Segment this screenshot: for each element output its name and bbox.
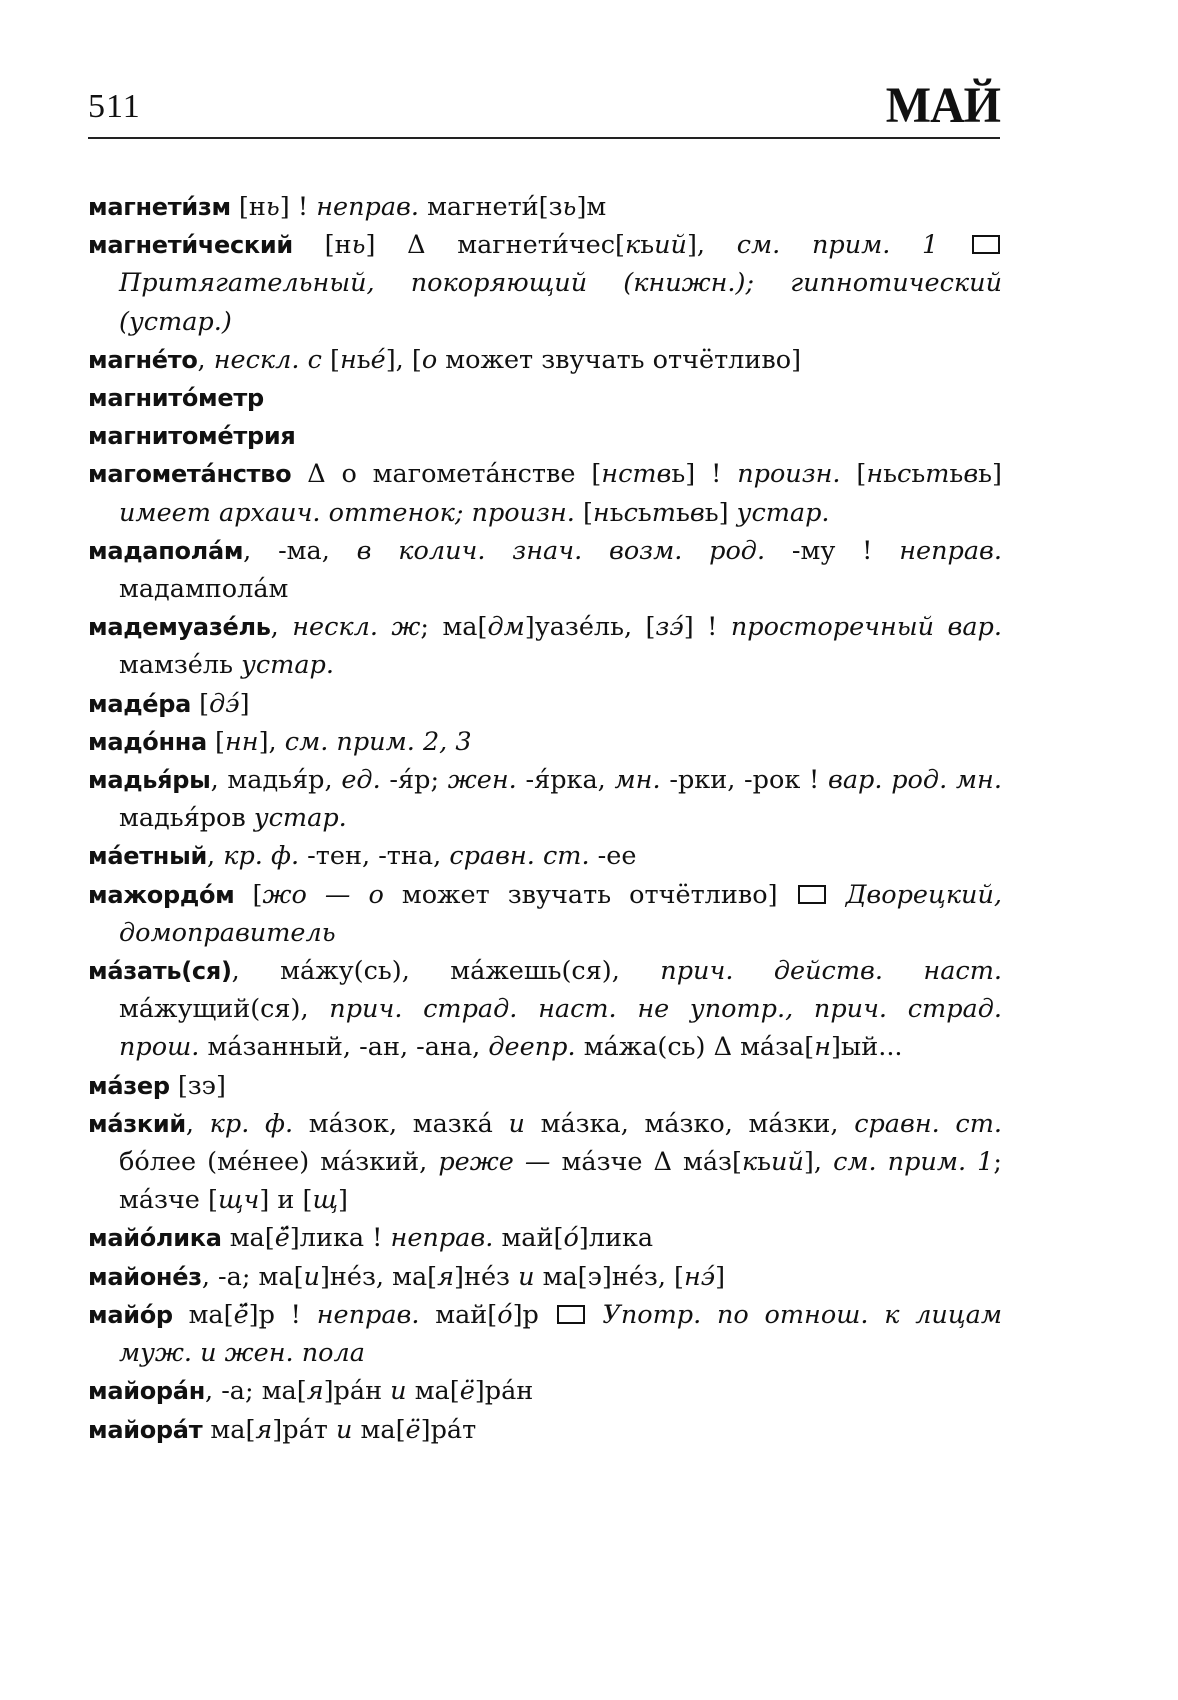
dictionary-entry: [88, 226, 1002, 341]
entry-text: ] Δ магнети́чес[: [365, 230, 625, 261]
entry-annotation: нн: [225, 726, 259, 757]
entry-text: ма́жа(сь) Δ ма́за[: [575, 1032, 815, 1063]
entry-text: , мадья́р,: [210, 765, 342, 796]
entry-annotation: кр. ф.: [223, 841, 300, 872]
entry-annotation: в колич. знач. возм. род.: [356, 535, 766, 566]
entry-annotation: имеет архаич. оттенок; произн.: [119, 497, 575, 528]
entry-headword: майо́р: [88, 1300, 173, 1329]
dictionary-entry: [88, 1258, 1002, 1296]
entry-text: , -а; ма[: [201, 1261, 304, 1292]
entry-text: -тен, -тна,: [299, 841, 450, 872]
entry-annotation: кр. ф.: [209, 1108, 294, 1139]
entry-headword: магне́то: [88, 345, 198, 374]
entry-headword: мажордо́м: [88, 880, 235, 909]
entry-text: [: [191, 688, 210, 719]
entry-annotation: дэ́: [209, 688, 240, 719]
entry-annotation: неправ.: [316, 192, 419, 222]
entry-annotation: и: [508, 1108, 525, 1139]
entry-annotation: ё: [405, 1414, 421, 1445]
entry-annotation: нескл. ж: [292, 612, 421, 643]
entry-text: ма[: [221, 1223, 275, 1254]
entry-text: ; ма́зче [: [119, 1147, 1003, 1216]
entry-text: май[: [493, 1223, 564, 1254]
entry-text: ма[: [406, 1376, 460, 1407]
entry-annotation: неправ.: [390, 1223, 494, 1254]
entry-annotation: н: [339, 344, 357, 375]
entry-annotation: нэ́: [684, 1261, 716, 1292]
entry-text: [: [321, 344, 340, 375]
dictionary-entry: [88, 608, 1002, 684]
entry-annotation: зэ́: [655, 612, 684, 643]
definition-box-icon: [972, 235, 1000, 254]
entry-annotation: в: [963, 459, 979, 490]
entry-text: ма́зче Δ ма́з[: [550, 1147, 742, 1178]
entry-text: ]ра́н: [323, 1376, 391, 1407]
entry-text: -рки, -рок !: [660, 765, 829, 796]
entry-text: [: [234, 879, 263, 910]
entry-annotation: сравн. ст.: [449, 841, 590, 872]
entry-annotation: о: [421, 344, 438, 375]
entry-text: ],: [258, 726, 285, 757]
entry-annotation: и: [303, 1261, 320, 1292]
dictionary-entry: [88, 379, 1002, 417]
entry-headword: майоне́з: [88, 1262, 202, 1291]
dictionary-entry: [88, 1372, 1002, 1410]
entry-text: [н: [292, 230, 352, 261]
entry-text: май[: [419, 1299, 498, 1330]
entry-annotation: с: [897, 459, 912, 490]
entry-text: ь: [640, 230, 655, 261]
entry-text: ма[: [202, 1414, 256, 1445]
entry-text: ],: [803, 1147, 834, 1178]
entry-annotation: т: [651, 497, 676, 528]
entry-text: ма́зка, ма́зко, ма́зки,: [524, 1108, 855, 1139]
entry-text: магнети́[з: [418, 192, 563, 222]
dictionary-entry: [88, 761, 1002, 837]
entry-annotation: см. прим. 1: [736, 230, 939, 261]
dictionary-entry: [88, 341, 1002, 379]
entry-headword: мадапола́м: [88, 536, 244, 565]
dictionary-entry: [88, 723, 1002, 761]
entry-text: бо́лее (ме́нее) ма́зкий,: [119, 1147, 439, 1178]
entry-annotation: нств: [601, 459, 672, 490]
entry-annotation: я: [437, 1261, 455, 1292]
entry-annotation: ь: [351, 230, 366, 261]
entry-annotation: неправ.: [899, 535, 1002, 566]
entry-text: -я́р;: [380, 765, 448, 796]
entry-headword: магнитоме́трия: [88, 422, 296, 451]
entry-text: Δ о магомета́нстве [: [291, 459, 602, 490]
entry-annotation: см. прим. 2, 3: [284, 726, 472, 757]
entry-text: ь: [356, 344, 371, 375]
entry-headword: майо́лика: [88, 1224, 222, 1253]
entry-annotation: к: [625, 230, 641, 261]
entry-text: [н: [230, 192, 266, 222]
dictionary-entry: [88, 1219, 1002, 1257]
entry-annotation: н: [592, 497, 610, 528]
entry-annotation: я: [255, 1414, 273, 1445]
entry-text: ма́жущий(ся),: [119, 994, 330, 1025]
entry-text: [938, 230, 970, 260]
entry-text: ]ра́т: [272, 1414, 336, 1445]
entry-headword: магнито́метр: [88, 384, 264, 413]
dictionary-entry: [88, 1105, 1002, 1220]
entry-text: [: [840, 459, 867, 490]
entry-headword: магомета́нство: [88, 460, 292, 489]
entry-annotation: Употр. по отнош. к лицам муж. и жен. пола: [119, 1299, 1002, 1369]
entry-headword: мадемуазе́ль: [88, 613, 271, 642]
entry-annotation: ий: [771, 1147, 804, 1178]
entry-annotation: неправ.: [316, 1299, 420, 1330]
entry-text: ]: [337, 1185, 348, 1216]
entry-text: ]р: [512, 1299, 555, 1330]
entry-text: ]р !: [248, 1299, 317, 1330]
dictionary-entry: [88, 837, 1002, 875]
entry-text: ма́зок, мазка́: [293, 1108, 509, 1139]
page-number: 511: [88, 88, 141, 125]
entry-text: , -ма,: [243, 535, 357, 566]
entry-text: ,: [207, 841, 224, 872]
page-header: [88, 78, 1000, 136]
entry-text: ,: [197, 344, 214, 375]
entry-text: -му !: [765, 535, 900, 566]
entry-annotation: ий: [654, 230, 687, 261]
dictionary-entry: [88, 952, 1002, 1067]
entry-text: ма[: [172, 1299, 234, 1330]
entry-text: ь: [911, 459, 926, 490]
entry-text: ]не́з, ма[: [319, 1261, 438, 1292]
definition-box-icon: [557, 1305, 585, 1324]
dictionary-entry: [88, 188, 1002, 226]
entry-text: ь]: [704, 497, 737, 528]
entry-annotation: устар.: [241, 650, 334, 681]
entry-text: ь: [757, 1147, 772, 1178]
entry-annotation: прич. действ. наст.: [660, 956, 1002, 987]
entry-annotation: сравн. ст.: [854, 1108, 1002, 1139]
entry-text: [828, 880, 846, 910]
entry-text: ,: [185, 1108, 210, 1139]
entry-text: ], [: [385, 344, 422, 375]
entry-text: [: [206, 726, 226, 757]
entry-text: ]ра́т: [420, 1414, 477, 1445]
entry-headword: магнети́ческий: [88, 231, 293, 260]
entry-text: ма[э]не́з, [: [534, 1261, 684, 1292]
entry-annotation: см. прим. 1: [833, 1147, 994, 1178]
entry-text: ]не́з: [454, 1261, 519, 1292]
entry-annotation: ё: [459, 1376, 475, 1407]
entry-headword: ма́зать(ся): [88, 957, 232, 986]
entry-text: -ее: [589, 841, 637, 872]
entry-annotation: мн.: [614, 765, 661, 796]
dictionary-entry: [88, 417, 1002, 455]
entry-annotation: н: [866, 459, 884, 490]
entry-annotation: и: [390, 1376, 407, 1407]
entry-annotation: устар.: [736, 497, 830, 528]
entry-annotation: о́: [497, 1299, 513, 1330]
entry-text: ; ма[: [420, 612, 488, 643]
entry-annotation: Притягательный, покоряющий (книжн.); гипнотический (устар.): [119, 268, 1002, 337]
dictionary-entry: [88, 455, 1002, 531]
entry-annotation: устар.: [253, 803, 347, 834]
entry-text: ]: [239, 688, 250, 719]
entry-annotation: ё́: [274, 1223, 290, 1254]
entry-annotation: дм: [487, 612, 525, 643]
entry-text: ]лика: [578, 1223, 654, 1254]
entry-headword: ма́зер: [88, 1071, 170, 1100]
entry-annotation: нескл. с: [213, 344, 322, 375]
entry-text: ]лика !: [289, 1223, 391, 1254]
entry-annotation: н: [814, 1032, 831, 1063]
entry-headword: магнети́зм: [88, 193, 231, 221]
entry-text: мамзе́ль: [119, 650, 242, 681]
entry-annotation: щч: [217, 1185, 260, 1216]
dictionary-entry: [88, 685, 1002, 723]
entry-text: -я́рка,: [516, 765, 615, 796]
entry-text: , ма́жу(сь), ма́жешь(ся),: [231, 956, 661, 987]
running-head: МАЙ: [885, 77, 1000, 134]
entry-annotation: жен.: [447, 765, 517, 796]
entry-annotation: в: [689, 497, 705, 528]
dictionary-entry: [88, 1067, 1002, 1105]
entry-annotation: ё́: [233, 1299, 249, 1330]
entry-annotation: прич. страд. наст. не употр., прич. страд. прош.: [119, 994, 1002, 1063]
entry-headword: ма́етный: [88, 842, 208, 871]
entry-annotation: я: [306, 1376, 324, 1407]
entry-text: мадампола́м: [119, 574, 289, 605]
entry-text: ь: [675, 497, 690, 528]
dictionary-entries: [88, 188, 1002, 1449]
entry-headword: мадья́ры: [88, 766, 211, 795]
entry-text: ь]: [978, 459, 1002, 490]
entry-text: ,: [270, 612, 293, 643]
dictionary-entry: [88, 1411, 1002, 1449]
entry-annotation: деепр.: [488, 1032, 576, 1063]
entry-annotation: и: [518, 1261, 535, 1292]
entry-headword: ма́зкий: [88, 1109, 186, 1138]
entry-text: ма́занный, -ан, -ана,: [199, 1032, 489, 1063]
entry-text: ь: [609, 497, 624, 528]
entry-text: , -а; ма[: [204, 1376, 307, 1407]
entry-annotation: вар. род. мн.: [828, 765, 1002, 796]
entry-text: может звучать отчётливо]: [383, 879, 796, 910]
dictionary-entry: [88, 1296, 1002, 1372]
entry-text: ] и [: [259, 1185, 313, 1216]
entry-annotation: ед.: [341, 765, 381, 796]
entry-text: ь] !: [671, 459, 738, 490]
entry-text: ] !: [279, 192, 317, 222]
entry-headword: майора́т: [88, 1415, 203, 1444]
dictionary-entry: [88, 876, 1002, 952]
entry-annotation: щ: [312, 1185, 338, 1216]
entry-text: [: [574, 497, 593, 528]
entry-text: ] !: [683, 612, 731, 643]
entry-text: ]уазе́ль, [: [524, 612, 656, 643]
entry-annotation: ь: [265, 192, 280, 222]
entry-text: ]м: [576, 192, 607, 222]
definition-box-icon: [798, 885, 826, 904]
entry-text: ]: [715, 1261, 726, 1292]
entry-annotation: к: [741, 1147, 758, 1178]
entry-annotation: с: [623, 497, 638, 528]
entry-headword: майора́н: [88, 1377, 205, 1406]
entry-headword: мадо́нна: [88, 727, 207, 756]
entry-annotation: и: [336, 1414, 353, 1445]
entry-text: [зэ]: [169, 1070, 226, 1101]
entry-annotation: реже —: [438, 1147, 551, 1178]
entry-text: ]ра́н: [474, 1376, 534, 1407]
entry-text: ма[: [352, 1414, 406, 1445]
entry-annotation: е́: [370, 344, 386, 375]
entry-text: ]ый...: [830, 1032, 903, 1063]
entry-annotation: произн.: [737, 459, 841, 490]
entry-annotation: т: [925, 459, 950, 490]
entry-text: ь: [883, 459, 898, 490]
entry-text: может звучать отчётливо]: [437, 344, 802, 375]
entry-text: ь: [637, 497, 652, 528]
entry-annotation: о́: [563, 1223, 579, 1254]
entry-annotation: жо — о: [262, 879, 384, 910]
entry-headword: маде́ра: [88, 689, 192, 718]
entry-text: ь: [949, 459, 964, 490]
entry-annotation: просторечный вар.: [730, 612, 1002, 643]
dictionary-entry: [88, 532, 1002, 608]
entry-text: [587, 1300, 603, 1330]
entry-text: мадья́ров: [119, 803, 254, 834]
entry-text: ],: [686, 230, 737, 261]
entry-annotation: ь: [562, 192, 577, 222]
header-divider: [88, 137, 1000, 139]
entry-annotation: Дворецкий, домоправитель: [119, 879, 1002, 948]
